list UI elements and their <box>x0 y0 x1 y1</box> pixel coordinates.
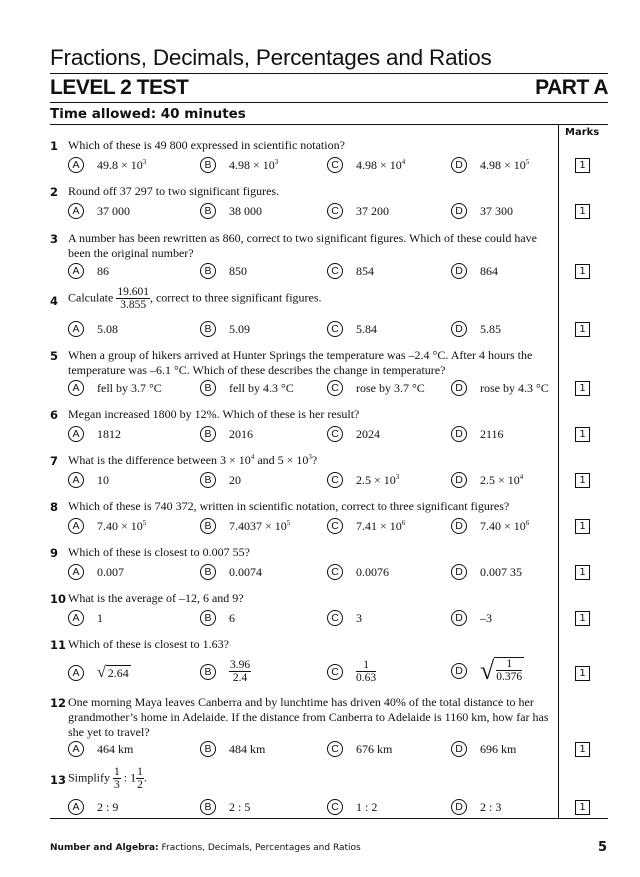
question-text: A number has been rewritten as 860, correct to two significant figures. Which of these could have been the original number? <box>68 231 537 260</box>
question-number: 4 <box>50 294 59 308</box>
option-value: rose by 4.3 °C <box>480 380 549 395</box>
option-b-bubble[interactable]: B <box>200 741 216 757</box>
question-number: 11 <box>50 638 67 652</box>
option-value: $7.41 \times 10^6$ <box>356 518 406 533</box>
option-c[interactable] <box>327 157 405 173</box>
option-value: 2 : 5 <box>229 799 251 814</box>
question-text: When a group of hikers arrived at Hunter Springs the temperature was –2.4 °C. After 4 hours the temperature was –6.1 °C. Which of these describes the change in temperature? <box>68 348 533 377</box>
fraction: $\frac{19.601}{3.855}$ <box>117 286 149 311</box>
option-value: 38 000 <box>229 203 262 218</box>
option-c-bubble[interactable]: C <box>327 518 343 534</box>
divider <box>50 102 608 103</box>
option-a[interactable] <box>68 472 109 488</box>
option-c[interactable] <box>327 321 377 337</box>
option-value: 1 <box>97 610 103 625</box>
option-d[interactable] <box>451 741 516 757</box>
question-text: Calculate $\frac{19.601}{3.855}$ , correct to three significant figures. <box>68 286 322 311</box>
option-d[interactable] <box>451 610 492 626</box>
question-number: 9 <box>50 546 59 560</box>
option-value: 1 : 2 <box>356 799 378 814</box>
option-d-bubble[interactable]: D <box>451 741 467 757</box>
mark-box: 1 <box>575 427 590 442</box>
option-a[interactable] <box>68 610 103 626</box>
option-a[interactable] <box>68 799 118 815</box>
option-value: 676 km <box>356 741 393 756</box>
test-level: LEVEL 2 TEST <box>50 76 189 99</box>
option-c[interactable] <box>327 263 374 279</box>
option-value: 5.08 <box>97 321 118 336</box>
option-b[interactable] <box>200 380 294 396</box>
option-b-bubble[interactable]: B <box>200 203 216 219</box>
footer-topic: Fractions, Decimals, Percentages and Ratios <box>161 843 361 853</box>
marks-column-divider <box>558 124 559 818</box>
option-c-bubble[interactable]: C <box>327 263 343 279</box>
option-c-bubble[interactable]: C <box>327 380 343 396</box>
question-text: What is the difference between $3 \times 10^4$ and $5 \times 10^3$? <box>68 453 318 467</box>
option-d[interactable] <box>451 657 524 685</box>
option-d-bubble[interactable]: D <box>451 564 467 580</box>
option-value: rose by 3.7 °C <box>356 380 425 395</box>
option-b[interactable] <box>200 263 247 279</box>
footer-section: Number and Algebra: <box>50 843 159 853</box>
question-number: 13 <box>50 773 67 787</box>
mark-box: 1 <box>575 666 590 681</box>
option-a-bubble[interactable]: A <box>68 665 84 681</box>
option-value: 850 <box>229 263 247 278</box>
option-a[interactable] <box>68 741 133 757</box>
option-value: fell by 4.3 °C <box>229 380 294 395</box>
question-number: 7 <box>50 454 59 468</box>
option-value: 864 <box>480 263 498 278</box>
mark-box: 1 <box>575 800 590 815</box>
mark-box: 1 <box>575 742 590 757</box>
divider <box>50 73 608 74</box>
mark-box: 1 <box>575 473 590 488</box>
option-value: 5.84 <box>356 321 377 336</box>
option-value: 484 km <box>229 741 266 756</box>
question-text: Which of these is 49 800 expressed in scientific notation? <box>68 138 345 152</box>
option-b[interactable] <box>200 741 265 757</box>
option-d[interactable] <box>451 203 513 219</box>
option-value: 37 000 <box>97 203 130 218</box>
option-c[interactable] <box>327 426 380 442</box>
option-value: $4.98 \times 10^3$ <box>229 157 279 172</box>
option-value: 37 300 <box>480 203 513 218</box>
option-b[interactable] <box>200 321 250 337</box>
test-part: PART A <box>535 76 608 99</box>
question-number: 1 <box>50 139 59 153</box>
option-c[interactable] <box>327 610 362 626</box>
option-value: 0.0076 <box>356 564 389 579</box>
option-value: 10 <box>97 472 109 487</box>
mark-box: 1 <box>575 611 590 626</box>
option-value: $49.8 \times 10^3$ <box>97 157 147 172</box>
option-c[interactable] <box>327 203 389 219</box>
option-d-bubble[interactable]: D <box>451 799 467 815</box>
option-value: $4.98 \times 10^4$ <box>356 157 406 172</box>
fraction: $\frac{1}{2}$ <box>137 766 143 791</box>
question-text: Round off 37 297 to two significant figures. <box>68 184 280 198</box>
option-c-bubble[interactable]: C <box>327 426 343 442</box>
option-d[interactable] <box>451 380 549 396</box>
question-number: 8 <box>50 500 59 514</box>
option-a[interactable] <box>68 157 146 173</box>
option-c[interactable] <box>327 380 425 396</box>
option-value: $4.98 \times 10^5$ <box>480 157 530 172</box>
option-value: $7.4037 \times 10^5$ <box>229 518 291 533</box>
option-c-bubble[interactable]: C <box>327 157 343 173</box>
divider <box>50 818 608 819</box>
option-a-bubble[interactable]: A <box>68 203 84 219</box>
question-text: Simplify $\frac{1}{3}$ : 1 $\frac{1}{2}$ . <box>68 766 147 791</box>
option-value: 3 <box>356 610 362 625</box>
option-d-bubble[interactable]: D <box>451 472 467 488</box>
option-b[interactable] <box>200 203 262 219</box>
option-b-bubble[interactable]: B <box>200 263 216 279</box>
option-value: 5.85 <box>480 321 501 336</box>
option-d[interactable] <box>451 564 522 580</box>
mark-box: 1 <box>575 381 590 396</box>
option-c[interactable] <box>327 659 376 684</box>
question-number: 2 <box>50 185 59 199</box>
option-d[interactable] <box>451 799 501 815</box>
option-value: $2.5 \times 10^3$ <box>356 472 400 487</box>
question-number: 3 <box>50 232 59 246</box>
option-a-bubble[interactable]: A <box>68 799 84 815</box>
fraction: $\frac{1}{3}$ <box>114 766 120 791</box>
option-d[interactable] <box>451 518 529 534</box>
option-a-bubble[interactable]: A <box>68 157 84 173</box>
option-d[interactable] <box>451 472 523 488</box>
option-value: 5.09 <box>229 321 250 336</box>
topic-title: Fractions, Decimals, Percentages and Ratios <box>50 45 492 70</box>
option-b[interactable] <box>200 426 253 442</box>
option-b-bubble[interactable]: B <box>200 518 216 534</box>
option-c[interactable] <box>327 741 392 757</box>
option-d-bubble[interactable]: D <box>451 157 467 173</box>
option-c[interactable] <box>327 799 377 815</box>
option-b-bubble[interactable]: B <box>200 564 216 580</box>
option-a-bubble[interactable]: A <box>68 518 84 534</box>
option-value: 2024 <box>356 426 380 441</box>
mark-box: 1 <box>575 158 590 173</box>
option-a[interactable] <box>68 380 162 396</box>
option-b-bubble[interactable]: B <box>200 157 216 173</box>
option-d-bubble[interactable]: D <box>451 203 467 219</box>
option-value: 6 <box>229 610 235 625</box>
option-c-bubble[interactable]: C <box>327 564 343 580</box>
mark-box: 1 <box>575 204 590 219</box>
question-number: 5 <box>50 349 59 363</box>
option-a[interactable] <box>68 665 131 681</box>
question-text: One morning Maya leaves Canberra and by lunchtime has driven 40% of the total distance to her grandmother’s home in Adelaide. If the distance from Canberra to Adelaide is 1160 km, how far has she yet to travel? <box>68 695 549 739</box>
question-number: 10 <box>50 592 67 606</box>
option-b-bubble[interactable]: B <box>200 664 216 680</box>
option-a-bubble[interactable]: A <box>68 741 84 757</box>
option-b[interactable] <box>200 659 251 684</box>
option-c[interactable] <box>327 564 389 580</box>
option-d-bubble[interactable]: D <box>451 263 467 279</box>
option-d[interactable] <box>451 157 529 173</box>
option-b[interactable] <box>200 799 250 815</box>
option-d-bubble[interactable]: D <box>451 426 467 442</box>
option-value: $7.40 \times 10^6$ <box>480 518 530 533</box>
option-value: 0.007 35 <box>480 564 522 579</box>
option-value: fell by 3.7 °C <box>97 380 162 395</box>
option-d-bubble[interactable]: D <box>451 663 467 679</box>
option-value: 854 <box>356 263 374 278</box>
option-b[interactable] <box>200 564 262 580</box>
question-number: 12 <box>50 696 67 710</box>
question-text: Which of these is closest to 0.007 55? <box>68 545 250 559</box>
question-number: 6 <box>50 408 59 422</box>
option-a-bubble[interactable]: A <box>68 426 84 442</box>
option-value: 0.007 <box>97 564 124 579</box>
option-value: 20 <box>229 472 241 487</box>
option-a[interactable] <box>68 321 118 337</box>
option-a[interactable] <box>68 263 109 279</box>
option-c-bubble[interactable]: C <box>327 664 343 680</box>
option-b[interactable] <box>200 157 278 173</box>
option-b-bubble[interactable]: B <box>200 380 216 396</box>
option-b-bubble[interactable]: B <box>200 799 216 815</box>
option-c[interactable] <box>327 518 405 534</box>
option-b-bubble[interactable]: B <box>200 472 216 488</box>
time-allowed: Time allowed: 40 minutes <box>50 106 246 122</box>
option-a[interactable] <box>68 426 121 442</box>
option-d[interactable] <box>451 321 501 337</box>
question-text: What is the average of –12, 6 and 9? <box>68 591 244 605</box>
option-a-bubble[interactable]: A <box>68 564 84 580</box>
question-text: Which of these is closest to 1.63? <box>68 637 229 651</box>
question-text: Which of these is 740 372, written in scientific notation, correct to three significant figures? <box>68 499 510 513</box>
option-a-bubble[interactable]: A <box>68 321 84 337</box>
option-b[interactable] <box>200 610 235 626</box>
option-c-bubble[interactable]: C <box>327 321 343 337</box>
option-a[interactable] <box>68 564 124 580</box>
option-a[interactable] <box>68 518 146 534</box>
option-d-bubble[interactable]: D <box>451 610 467 626</box>
page-number: 5 <box>597 840 607 855</box>
option-value: $7.40 \times 10^5$ <box>97 518 147 533</box>
option-c-bubble[interactable]: C <box>327 472 343 488</box>
marks-heading: Marks <box>565 127 600 138</box>
option-b-bubble[interactable]: B <box>200 321 216 337</box>
option-value: 696 km <box>480 741 517 756</box>
option-a-bubble[interactable]: A <box>68 380 84 396</box>
option-d-bubble[interactable]: D <box>451 321 467 337</box>
option-c-bubble[interactable]: C <box>327 741 343 757</box>
question-text: Megan increased 1800 by 12%. Which of these is her result? <box>68 407 360 421</box>
option-value: 0.0074 <box>229 564 262 579</box>
option-a-bubble[interactable]: A <box>68 472 84 488</box>
square-root: √ $\frac{1}{0.376}$ <box>480 656 523 685</box>
option-value: 86 <box>97 263 109 278</box>
option-value: –3 <box>480 610 492 625</box>
footer <box>50 843 361 853</box>
option-d[interactable] <box>451 426 504 442</box>
option-d-bubble[interactable]: D <box>451 518 467 534</box>
divider <box>50 124 608 125</box>
option-a[interactable] <box>68 203 130 219</box>
option-d-bubble[interactable]: D <box>451 380 467 396</box>
mark-box: 1 <box>575 322 590 337</box>
option-c-bubble[interactable]: C <box>327 799 343 815</box>
option-c[interactable] <box>327 472 399 488</box>
option-value: 37 200 <box>356 203 389 218</box>
option-b-bubble[interactable]: B <box>200 426 216 442</box>
mark-box: 1 <box>575 264 590 279</box>
fraction: $\frac{1}{0.376}$ <box>496 658 523 683</box>
option-value: 1812 <box>97 426 121 441</box>
mark-box: 1 <box>575 519 590 534</box>
option-value: $2.5 \times 10^4$ <box>480 472 524 487</box>
option-c-bubble[interactable]: C <box>327 610 343 626</box>
option-b-bubble[interactable]: B <box>200 610 216 626</box>
fraction: 1 0.63 <box>356 659 377 684</box>
option-value: 2 : 3 <box>480 799 502 814</box>
option-a-bubble[interactable]: A <box>68 610 84 626</box>
fraction: 3.96 2.4 <box>230 659 251 684</box>
option-value: 464 km <box>97 741 134 756</box>
option-value: 2016 <box>229 426 253 441</box>
option-b[interactable] <box>200 518 290 534</box>
square-root: √ 2.64 <box>97 664 129 681</box>
mark-box: 1 <box>575 565 590 580</box>
option-value: 2 : 9 <box>97 799 119 814</box>
option-value: 2116 <box>480 426 504 441</box>
option-c-bubble[interactable]: C <box>327 203 343 219</box>
option-d[interactable] <box>451 263 498 279</box>
option-b[interactable] <box>200 472 241 488</box>
option-a-bubble[interactable]: A <box>68 263 84 279</box>
